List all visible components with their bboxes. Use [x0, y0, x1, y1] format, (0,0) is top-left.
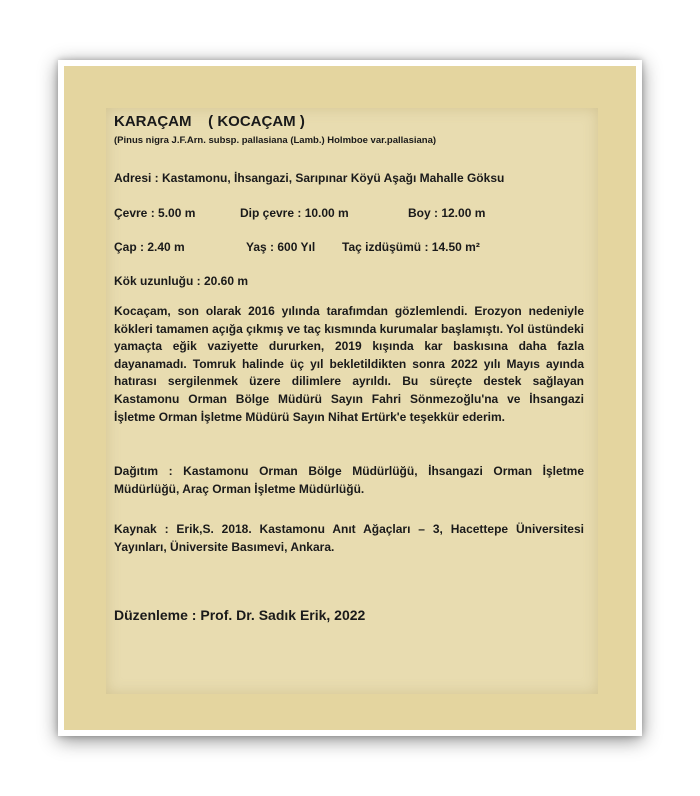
root-length: Kök uzunluğu : 20.60 m: [114, 274, 249, 288]
height: Boy : 12.00 m: [408, 206, 486, 220]
history-paragraph: Kocaçam, son olarak 2016 yılında tarafımdan gözlemlendi. Erozyon nedeniyle kökleri tamamen açığa çıkmış ve taç kısmında kurumalar başlamıştı. Yol üstündeki yamaçta eğik vaziyette dururken, 2019 kışında kar baskısına daha fazla dayanamadı. Tomruk halinde üç yıl bekletildikten sonra 2022 yılı Mayıs ayında hatırası sergilenmek üzere dilimlere ayrıldı. Bu süreçte destek sağlayan Kastamonu Orman Bölge Müdürü Sayın Fahri Sönmezoğlu'na ve İhsangazi İşletme Orman İşletme Müdürü Sayın Nihat Ertürk'e teşekkür ederim.: [114, 304, 584, 424]
plaque-frame: [58, 60, 642, 736]
circumference: Çevre : 5.00 m: [114, 206, 196, 220]
age: Yaş : 600 Yıl: [246, 240, 316, 254]
plaque-background: [64, 66, 636, 730]
source-text: Kaynak : Erik,S. 2018. Kastamonu Anıt Ağaçları – 3, Hacettepe Üniversitesi Yayınları, Üniversite Basımevi, Ankara.: [114, 522, 584, 555]
measurement-row-3: [114, 273, 584, 289]
crown-projection: Taç izdüşümü : 14.50 m²: [342, 240, 480, 254]
tree-title: KARAÇAM ( KOCAÇAM ): [114, 113, 305, 130]
plaque-content: [114, 112, 584, 624]
latin-name: (Pinus nigra J.F.Arn. subsp. pallasiana (Lamb.) Holmboe var.pallasiana): [114, 135, 437, 146]
plaque-text-panel: [106, 108, 598, 694]
distribution-text: Dağıtım : Kastamonu Orman Bölge Müdürlüğü, İhsangazi Orman İşletme Müdürlüğü, Araç Orman İşletme Müdürlüğü.: [114, 464, 584, 497]
editor-credit: Düzenleme : Prof. Dr. Sadık Erik, 2022: [114, 607, 366, 624]
base-circumference: Dip çevre : 10.00 m: [240, 206, 349, 220]
measurement-row-1: [114, 205, 584, 221]
diameter: Çap : 2.40 m: [114, 240, 185, 254]
measurement-row-2: [114, 239, 584, 255]
address-text: Adresi : Kastamonu, İhsangazi, Sarıpınar Köyü Aşağı Mahalle Göksu: [114, 171, 505, 185]
